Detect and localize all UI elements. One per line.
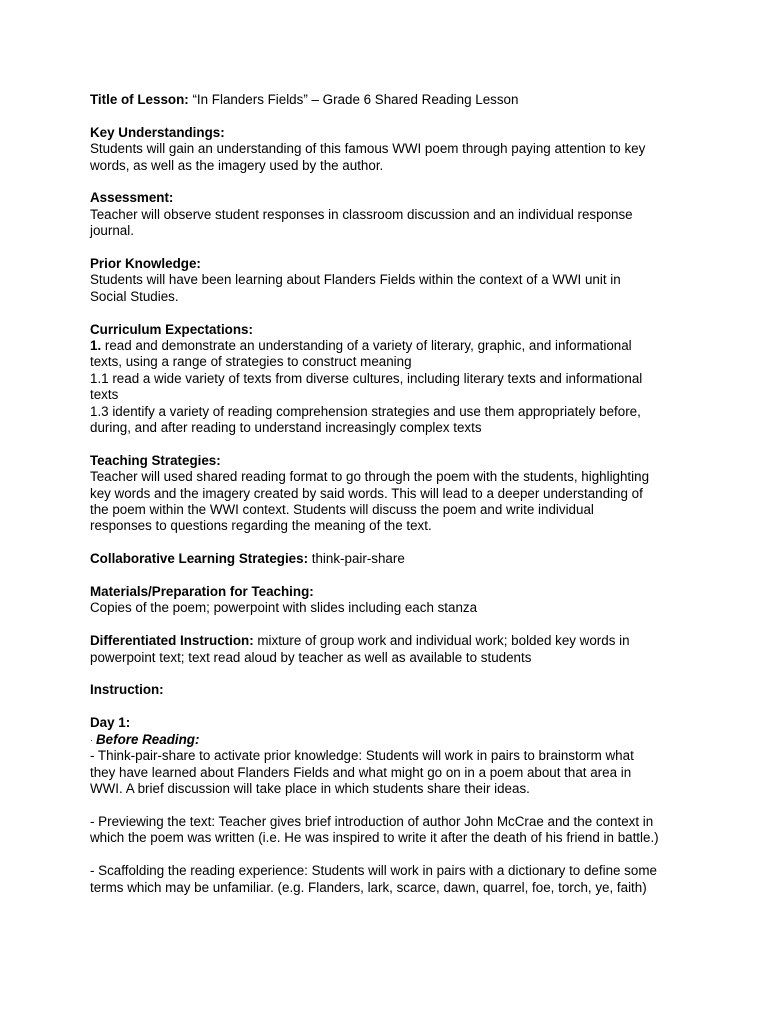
day-1-section — [90, 715, 690, 797]
bullet-icon: · — [90, 734, 93, 745]
title-line — [90, 92, 690, 108]
curriculum-item-1-1-line: texts — [90, 387, 119, 403]
prior-knowledge-line: Social Studies. — [90, 288, 179, 304]
prior-knowledge-line: Students will have been learning about Flanders Fields within the context of a WWI unit in — [90, 272, 621, 288]
previewing-line: - Previewing the text: Teacher gives brief introduction of author John McCrae and the context in — [90, 813, 654, 829]
curriculum-section — [90, 322, 690, 437]
before-reading-subheading: Before Reading: — [96, 731, 200, 747]
curriculum-heading: Curriculum Expectations: — [90, 321, 253, 337]
curriculum-item-1-3-line: 1.3 identify a variety of reading comprehension strategies and use them appropriately before, — [90, 403, 641, 419]
scaffolding-line: terms which may be unfamiliar. (e.g. Flanders, lark, scarce, dawn, quarrel, foe, torch, ye, faith) — [90, 879, 647, 895]
think-pair-share-line: they have learned about Flanders Fields and what might go on in a poem about that area in — [90, 764, 632, 780]
scaffolding-section — [90, 863, 690, 896]
key-understandings-section — [90, 125, 690, 174]
think-pair-share-line: WWI. A brief discussion will take place in which students share their ideas. — [90, 781, 530, 797]
differentiated-label: Differentiated Instruction: — [90, 633, 254, 649]
curriculum-item-1-1-line: 1.1 read a wide variety of texts from diverse cultures, including literary texts and informational — [90, 370, 643, 386]
materials-line: Copies of the poem; powerpoint with slides including each stanza — [90, 600, 478, 616]
differentiated-section — [90, 633, 690, 666]
instruction-heading: Instruction: — [90, 682, 164, 698]
day-1-heading: Day 1: — [90, 715, 131, 731]
teaching-strategies-section — [90, 453, 690, 535]
teaching-strategies-line: the poem within the WWI context. Students will discuss the poem and write individual — [90, 502, 594, 518]
teaching-strategies-line: key words and the imagery created by said words. This will lead to a deeper understanding of — [90, 485, 643, 501]
differentiated-value: mixture of group work and individual work; bolded key words in — [253, 633, 630, 649]
collaborative-line — [90, 551, 690, 567]
previewing-section — [90, 814, 690, 847]
think-pair-share-line: - Think-pair-share to activate prior knowledge: Students will work in pairs to brainstorm what — [90, 748, 634, 764]
assessment-heading: Assessment: — [90, 190, 174, 206]
collaborative-label: Collaborative Learning Strategies: — [90, 551, 309, 567]
assessment-section — [90, 190, 690, 239]
key-understandings-line: Students will gain an understanding of this famous WWI poem through paying attention to key — [90, 141, 646, 157]
assessment-line: journal. — [90, 223, 134, 239]
title-section — [90, 92, 690, 108]
assessment-line: Teacher will observe student responses in classroom discussion and an individual response — [90, 206, 633, 222]
key-understandings-line: words, as well as the imagery used by the author. — [90, 157, 384, 173]
curriculum-item-1-3-line: during, and after reading to understand increasingly complex texts — [90, 420, 482, 436]
collaborative-section — [90, 551, 690, 567]
key-understandings-heading: Key Understandings: — [90, 124, 225, 140]
differentiated-line: powerpoint text; text read aloud by teacher as well as available to students — [90, 649, 532, 665]
curriculum-item-1-line — [90, 338, 690, 354]
materials-heading: Materials/Preparation for Teaching: — [90, 584, 314, 600]
collaborative-value: think-pair-share — [308, 551, 405, 567]
teaching-strategies-line: Teacher will used shared reading format to go through the poem with the students, highlighting — [90, 469, 650, 485]
teaching-strategies-line: responses to questions regarding the meaning of the text. — [90, 518, 432, 534]
instruction-section — [90, 682, 690, 698]
teaching-strategies-heading: Teaching Strategies: — [90, 452, 221, 468]
curriculum-item-1-text: read and demonstrate an understanding of a variety of literary, graphic, and informational — [101, 338, 632, 354]
differentiated-line — [90, 633, 690, 649]
lesson-plan-document — [90, 92, 690, 912]
prior-knowledge-heading: Prior Knowledge: — [90, 256, 201, 272]
previewing-line: which the poem was written (i.e. He was inspired to write it after the death of his friend in battle.) — [90, 830, 659, 846]
title-value: “In Flanders Fields” – Grade 6 Shared Reading Lesson — [188, 92, 519, 107]
scaffolding-line: - Scaffolding the reading experience: Students will work in pairs with a dictionary to define some — [90, 863, 657, 879]
materials-section — [90, 584, 690, 617]
title-label: Title of Lesson: — [90, 92, 189, 107]
curriculum-item-1-number: 1. — [90, 338, 102, 354]
before-reading-line — [90, 732, 690, 749]
prior-knowledge-section — [90, 256, 690, 305]
curriculum-item-1-line: texts, using a range of strategies to construct meaning — [90, 354, 412, 370]
